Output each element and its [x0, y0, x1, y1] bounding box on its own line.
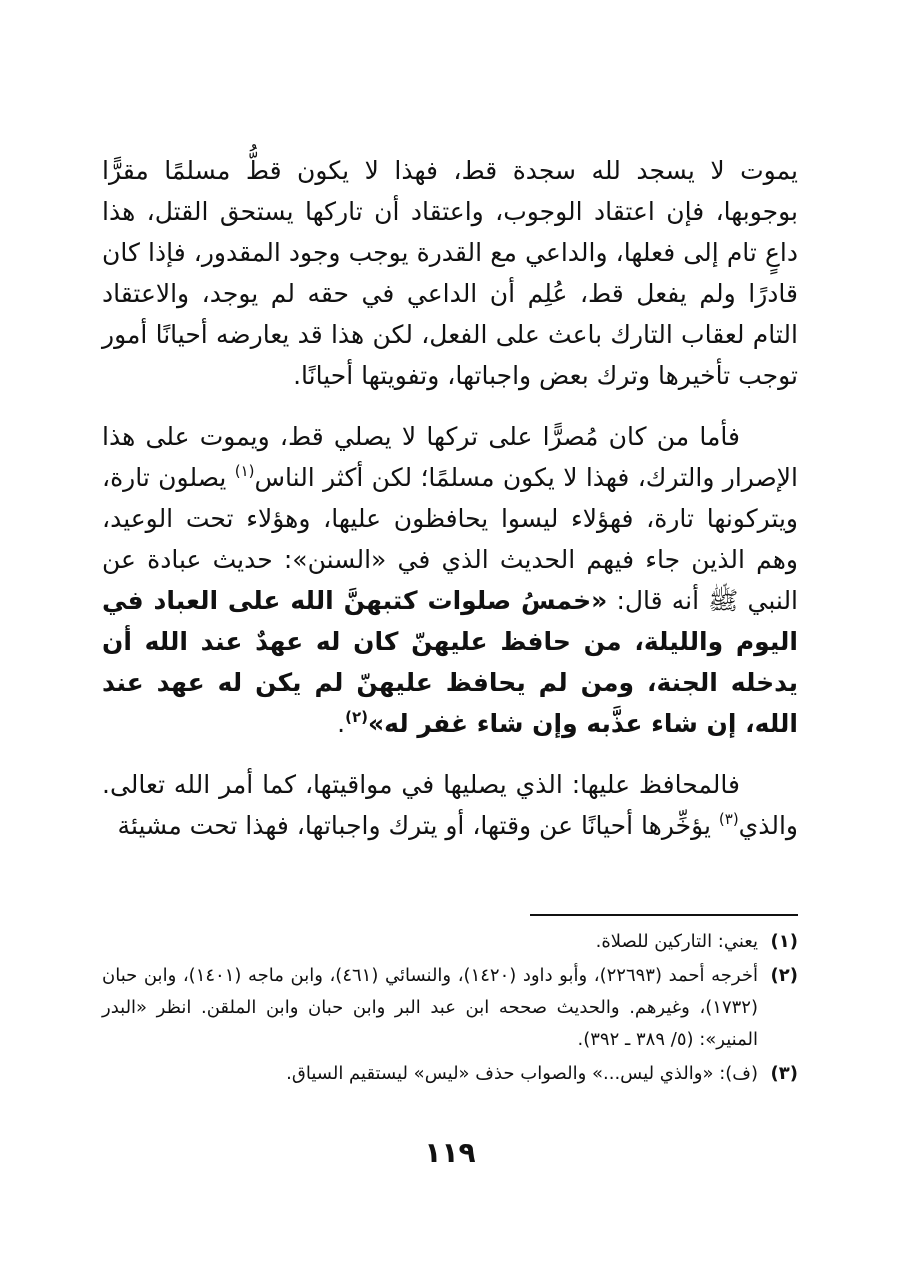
main-text: [102, 150, 798, 846]
footnote-3: [102, 1058, 798, 1090]
footnote-separator: [530, 914, 798, 916]
footnote-text: أخرجه أحمد (٢٢٦٩٣)، وأبو داود (١٤٢٠)، والنسائي (٤٦١)، وابن ماجه (١٤٠١)، وابن حبان (١٧٣٢)، وغيرهم. والحديث صححه ابن عبد البر وابن حبان وابن الملقن. انظر «البدر المنير»: (٥/ ٣٨٩ ـ ٣٩٢).: [102, 965, 758, 1050]
paragraph-2-end: .: [337, 709, 346, 738]
footnote-number: (١): [770, 931, 798, 952]
footnote-ref-2[interactable]: (٢): [345, 708, 368, 726]
footnote-number: (٢): [770, 965, 798, 986]
footnotes: [102, 926, 798, 1092]
paragraph-3-text-a: فالمحافظ عليها: الذي يصليها في مواقيتها، كما أمر الله تعالى. والذي: [102, 770, 798, 840]
paragraph-2-text-a: فأما من كان مُصرًّا على تركها لا يصلي قط، ويموت على هذا الإصرار والترك، فهذا لا يكون مسلمًا؛ لكن أكثر الناس: [102, 422, 798, 492]
footnote-text: (ف): «والذي ليس...» والصواب حذف «ليس» ليستقيم السياق.: [286, 1063, 758, 1084]
paragraph-2-text-b: يصلون تارة، ويتركونها تارة، فهؤلاء ليسوا يحافظون عليها، وهؤلاء تحت الوعيد، وهم الذين جاء فيهم الحديث الذي في «السنن»: حديث عبادة عن النبي ﷺ أنه قال:: [102, 463, 799, 615]
footnote-ref-1[interactable]: (١): [234, 462, 255, 480]
footnote-1: [102, 926, 798, 958]
footnote-ref-3[interactable]: (٣): [718, 810, 739, 828]
paragraph-2: [102, 416, 798, 744]
footnote-number: (٣): [770, 1063, 798, 1084]
footnote-text: يعني: التاركين للصلاة.: [595, 931, 758, 952]
page-number: ١١٩: [424, 1136, 476, 1169]
footnote-2: [102, 960, 798, 1056]
paragraph-3-text-b: يؤخِّرها أحيانًا عن وقتها، أو يترك واجباتها، فهذا تحت مشيئة: [117, 811, 719, 840]
hadith-quote: «خمسُ صلوات كتبهنَّ الله على العباد في اليوم والليلة، من حافظ عليهنّ كان له عهدٌ عند الله أن يدخله الجنة، ومن لم يحافظ عليهنّ لم يكن له عهد عند الله، إن شاء عذَّبه وإن شاء غفر له»: [102, 586, 798, 738]
paragraph-3: [102, 764, 798, 846]
paragraph-1: يموت لا يسجد لله سجدة قط، فهذا لا يكون قطُّ مسلمًا مقرًّا بوجوبها، فإن اعتقاد الوجوب، واعتقاد أن تاركها يستحق القتل، هذا داعٍ تام إلى فعلها، والداعي مع القدرة يوجب وجود المقدور، فإذا كان قادرًا ولم يفعل قط، عُلِم أن الداعي في حقه لم يوجد، والاعتقاد التام لعقاب التارك باعث على الفعل، لكن هذا قد يعارضه أحيانًا أمور توجب تأخيرها وترك بعض واجباتها، وتفويتها أحيانًا.: [102, 156, 798, 390]
